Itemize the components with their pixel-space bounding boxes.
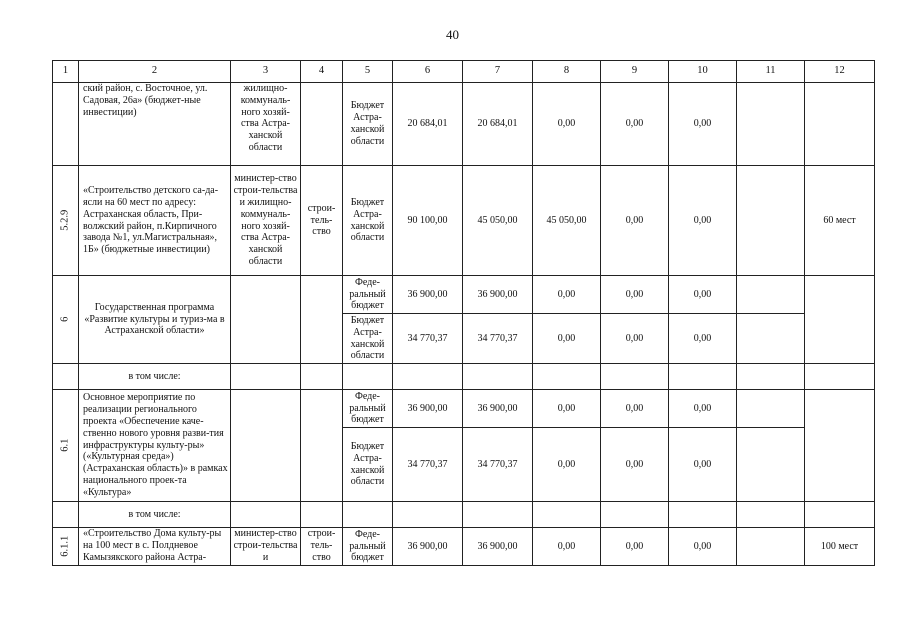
row-number: 6.1.1 [53,528,79,566]
amount-col11 [737,390,805,428]
result-col12: 100 мест [805,528,875,566]
amount-col6: 36 900,00 [393,528,463,566]
program-table [52,60,875,566]
amount-col8: 0,00 [533,276,601,314]
amount-col9: 0,00 [601,83,669,166]
header-cell: 5 [343,61,393,83]
empty-cell [301,502,343,528]
empty-cell [737,502,805,528]
table-row [53,166,875,276]
amount-col11 [737,83,805,166]
amount-col8: 45 050,00 [533,166,601,276]
result-col12: 60 мест [805,166,875,276]
amount-col10: 0,00 [669,314,737,364]
header-cell: 12 [805,61,875,83]
amount-col9: 0,00 [601,528,669,566]
empty-cell [669,364,737,390]
empty-cell [737,364,805,390]
amount-col6: 20 684,01 [393,83,463,166]
funding-source: Феде-ральный бюджет [343,276,393,314]
empty-cell [601,502,669,528]
header-row [53,61,875,83]
result-col12 [805,390,875,502]
subheading: в том числе: [79,364,231,390]
header-cell: 9 [601,61,669,83]
executor: жилищно-коммуналь-ного хозяй-ства Астра-ханской области [231,83,301,166]
amount-col10: 0,00 [669,276,737,314]
amount-col8: 0,00 [533,428,601,502]
empty-cell [533,364,601,390]
amount-col7: 36 900,00 [463,528,533,566]
amount-col9: 0,00 [601,428,669,502]
amount-col9: 0,00 [601,390,669,428]
amount-col10: 0,00 [669,528,737,566]
executor: министер-ство строи-тельства и жилищно-коммуналь-ного хозяй-ства Астра-ханской области [231,166,301,276]
table-row [53,528,875,566]
amount-col7: 36 900,00 [463,276,533,314]
funding-source: Бюджет Астра-ханской области [343,83,393,166]
amount-col8: 0,00 [533,390,601,428]
header-cell: 8 [533,61,601,83]
empty-cell [463,364,533,390]
row-number [53,83,79,166]
amount-col8: 0,00 [533,528,601,566]
amount-col10: 0,00 [669,390,737,428]
page-number: 40 [446,27,459,42]
funding-source: Бюджет Астра-ханской области [343,166,393,276]
row-number: 6 [53,276,79,364]
empty-cell [343,364,393,390]
amount-col10: 0,00 [669,83,737,166]
item-name: Государственная программа «Развитие культуры и туриз-ма в Астраханской области» [79,276,231,364]
empty-cell [231,364,301,390]
work-type [301,83,343,166]
amount-col10: 0,00 [669,428,737,502]
amount-col8: 0,00 [533,83,601,166]
row-number: 6.1 [53,390,79,502]
amount-col11 [737,528,805,566]
amount-col9: 0,00 [601,166,669,276]
header-cell: 2 [79,61,231,83]
row-number: 5.2.9 [53,166,79,276]
amount-col6: 34 770,37 [393,428,463,502]
table-row [53,83,875,166]
item-name: Основное мероприятие по реализации регионального проекта «Обеспечение каче-ственно нового уровня разви-тия инфраструктуры культу-ры» («Культурная среда») (Астраханская область)» в рамках национального проек-та «Культура» [79,390,231,502]
empty-cell [463,502,533,528]
result-col12 [805,276,875,364]
empty-cell [231,502,301,528]
item-name: ский район, с. Восточное, ул. Садовая, 26а» (бюджет-ные инвестиции) [79,83,231,166]
row-number [53,364,79,390]
executor [231,276,301,364]
amount-col7: 34 770,37 [463,314,533,364]
amount-col11 [737,314,805,364]
work-type [301,276,343,364]
empty-cell [669,502,737,528]
empty-cell [343,502,393,528]
amount-col11 [737,166,805,276]
header-cell: 7 [463,61,533,83]
amount-col11 [737,276,805,314]
table-row [53,502,875,528]
work-type: строи-тель-ство [301,166,343,276]
table-row [53,276,875,314]
funding-source: Бюджет Астра-ханской области [343,428,393,502]
header-cell: 4 [301,61,343,83]
amount-col8: 0,00 [533,314,601,364]
item-name: «Строительство детского са-да-ясли на 60 мест по адресу: Астраханская область, При-волжский район, п.Кирпичного завода №1, ул.Магистральная», 1Б» (бюджетные инвестиции) [79,166,231,276]
result-col12 [805,83,875,166]
subheading: в том числе: [79,502,231,528]
empty-cell [301,364,343,390]
executor: министер-ство строи-тельства и [231,528,301,566]
table-row [53,364,875,390]
amount-col6: 34 770,37 [393,314,463,364]
amount-col9: 0,00 [601,276,669,314]
work-type [301,390,343,502]
empty-cell [393,364,463,390]
amount-col10: 0,00 [669,166,737,276]
amount-col7: 45 050,00 [463,166,533,276]
amount-col6: 36 900,00 [393,390,463,428]
header-cell: 10 [669,61,737,83]
funding-source: Феде-ральный бюджет [343,390,393,428]
empty-cell [805,364,875,390]
header-cell: 3 [231,61,301,83]
amount-col6: 90 100,00 [393,166,463,276]
funding-source: Феде-ральный бюджет [343,528,393,566]
header-cell: 6 [393,61,463,83]
amount-col9: 0,00 [601,314,669,364]
amount-col7: 34 770,37 [463,428,533,502]
empty-cell [533,502,601,528]
empty-cell [601,364,669,390]
table-row [53,390,875,428]
item-name: «Строительство Дома культу-ры на 100 мест в с. Полдневое Камызякского района Астра- [79,528,231,566]
header-cell: 1 [53,61,79,83]
amount-col6: 36 900,00 [393,276,463,314]
row-number [53,502,79,528]
empty-cell [393,502,463,528]
executor [231,390,301,502]
amount-col7: 36 900,00 [463,390,533,428]
empty-cell [805,502,875,528]
header-cell: 11 [737,61,805,83]
work-type: строи-тель-ство [301,528,343,566]
amount-col11 [737,428,805,502]
funding-source: Бюджет Астра-ханской области [343,314,393,364]
amount-col7: 20 684,01 [463,83,533,166]
